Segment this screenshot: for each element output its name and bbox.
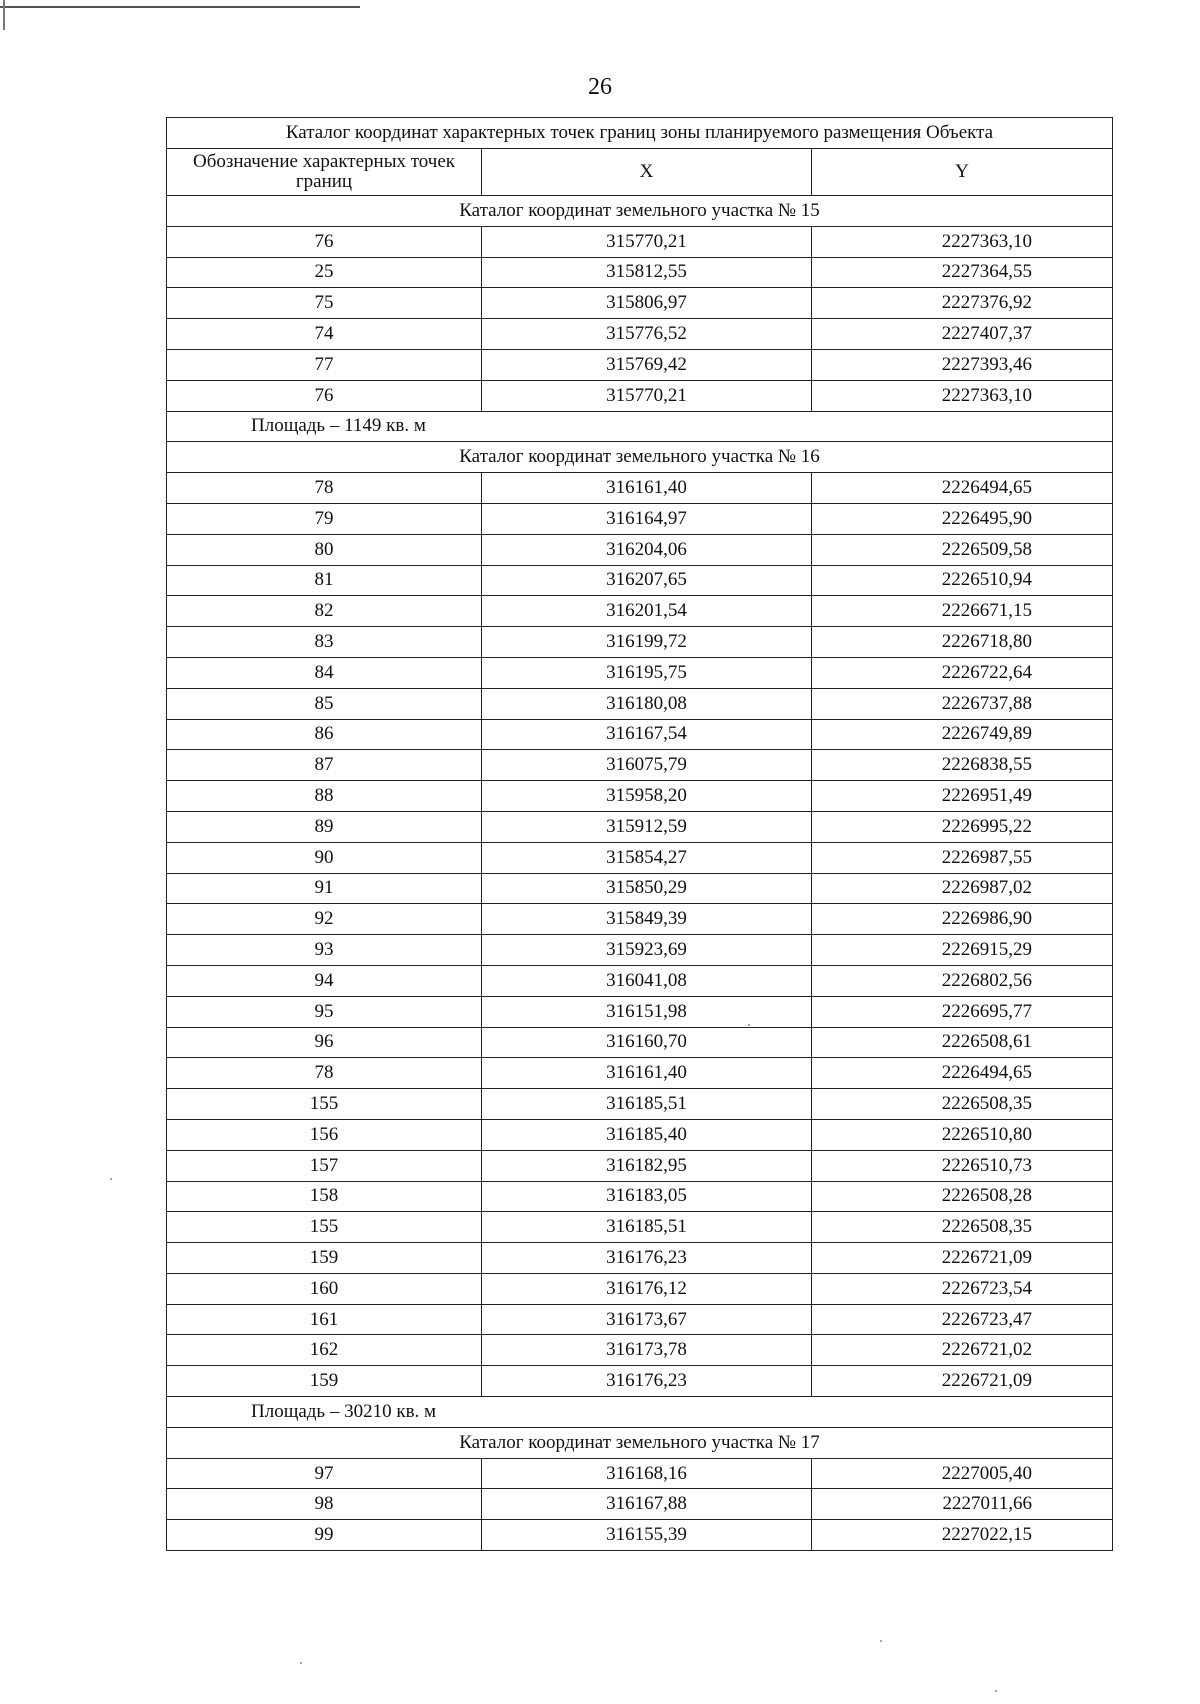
- table-row: [167, 534, 1113, 565]
- section-title: Каталог координат земельного участка № 16: [167, 442, 1113, 473]
- table-row: [167, 657, 1113, 688]
- table-row: [167, 811, 1113, 842]
- point-number-cell: 88: [167, 781, 482, 812]
- x-coordinate-cell: 316176,12: [482, 1273, 812, 1304]
- y-coordinate-cell: 2226951,49: [812, 781, 1113, 812]
- table-row: [167, 996, 1113, 1027]
- y-coordinate-cell: 2227363,10: [812, 380, 1113, 411]
- table-row: [167, 688, 1113, 719]
- point-number-cell: 84: [167, 657, 482, 688]
- table-title: Каталог координат характерных точек границ зоны планируемого размещения Объекта: [167, 118, 1113, 149]
- section-row: [167, 196, 1113, 227]
- table-row: [167, 473, 1113, 504]
- x-coordinate-cell: 316176,23: [482, 1366, 812, 1397]
- table-row: [167, 842, 1113, 873]
- point-number-cell: 79: [167, 503, 482, 534]
- point-number-cell: 74: [167, 319, 482, 350]
- x-coordinate-cell: 315854,27: [482, 842, 812, 873]
- table-row: [167, 1335, 1113, 1366]
- point-number-cell: 80: [167, 534, 482, 565]
- point-number-cell: 78: [167, 1058, 482, 1089]
- y-coordinate-cell: 2227011,66: [812, 1489, 1113, 1520]
- table-row: [167, 1181, 1113, 1212]
- x-coordinate-cell: 316161,40: [482, 473, 812, 504]
- area-row: [167, 1397, 1113, 1428]
- point-number-cell: 25: [167, 257, 482, 288]
- x-coordinate-cell: 316182,95: [482, 1150, 812, 1181]
- x-coordinate-cell: 316168,16: [482, 1458, 812, 1489]
- x-coordinate-cell: 315806,97: [482, 288, 812, 319]
- scan-speck: [880, 1640, 882, 1642]
- table-row: [167, 627, 1113, 658]
- y-coordinate-cell: 2226721,09: [812, 1243, 1113, 1274]
- y-coordinate-cell: 2226722,64: [812, 657, 1113, 688]
- coordinates-table: [166, 117, 1113, 1551]
- y-coordinate-cell: 2227393,46: [812, 349, 1113, 380]
- point-number-cell: 156: [167, 1119, 482, 1150]
- table-row: [167, 873, 1113, 904]
- table-row: [167, 965, 1113, 996]
- y-coordinate-cell: 2226995,22: [812, 811, 1113, 842]
- section-title: Каталог координат земельного участка № 17: [167, 1427, 1113, 1458]
- table-header-row: [167, 149, 1113, 196]
- point-number-cell: 160: [167, 1273, 482, 1304]
- scan-speck: [748, 1024, 750, 1026]
- table-row: [167, 288, 1113, 319]
- point-number-cell: 92: [167, 904, 482, 935]
- table-row: [167, 935, 1113, 966]
- y-coordinate-cell: 2226510,80: [812, 1119, 1113, 1150]
- table-row: [167, 1458, 1113, 1489]
- point-number-cell: 158: [167, 1181, 482, 1212]
- table-row: [167, 319, 1113, 350]
- section-row: [167, 1427, 1113, 1458]
- y-coordinate-cell: 2226721,09: [812, 1366, 1113, 1397]
- point-number-cell: 157: [167, 1150, 482, 1181]
- y-coordinate-cell: 2226718,80: [812, 627, 1113, 658]
- area-value: Площадь – 1149 кв. м: [167, 411, 1113, 442]
- area-value: Площадь – 30210 кв. м: [167, 1397, 1113, 1428]
- x-coordinate-cell: 315812,55: [482, 257, 812, 288]
- x-coordinate-cell: 316173,78: [482, 1335, 812, 1366]
- table-row: [167, 1366, 1113, 1397]
- point-number-cell: 89: [167, 811, 482, 842]
- point-number-cell: 161: [167, 1304, 482, 1335]
- point-number-cell: 81: [167, 565, 482, 596]
- x-coordinate-cell: 315912,59: [482, 811, 812, 842]
- table-row: [167, 349, 1113, 380]
- x-coordinate-cell: 316183,05: [482, 1181, 812, 1212]
- x-coordinate-cell: 315776,52: [482, 319, 812, 350]
- header-y: Y: [812, 149, 1113, 196]
- x-coordinate-cell: 316155,39: [482, 1520, 812, 1551]
- x-coordinate-cell: 315849,39: [482, 904, 812, 935]
- table-row: [167, 1304, 1113, 1335]
- x-coordinate-cell: 315770,21: [482, 380, 812, 411]
- point-number-cell: 90: [167, 842, 482, 873]
- y-coordinate-cell: 2226986,90: [812, 904, 1113, 935]
- point-number-cell: 162: [167, 1335, 482, 1366]
- section-title: Каталог координат земельного участка № 15: [167, 196, 1113, 227]
- table-row: [167, 1027, 1113, 1058]
- point-number-cell: 94: [167, 965, 482, 996]
- point-number-cell: 159: [167, 1366, 482, 1397]
- y-coordinate-cell: 2226987,02: [812, 873, 1113, 904]
- point-number-cell: 82: [167, 596, 482, 627]
- x-coordinate-cell: 315769,42: [482, 349, 812, 380]
- point-number-cell: 76: [167, 226, 482, 257]
- y-coordinate-cell: 2226838,55: [812, 750, 1113, 781]
- section-row: [167, 442, 1113, 473]
- y-coordinate-cell: 2226494,65: [812, 473, 1113, 504]
- table-row: [167, 1089, 1113, 1120]
- point-number-cell: 98: [167, 1489, 482, 1520]
- point-number-cell: 83: [167, 627, 482, 658]
- table-row: [167, 257, 1113, 288]
- table-row: [167, 1243, 1113, 1274]
- x-coordinate-cell: 316151,98: [482, 996, 812, 1027]
- x-coordinate-cell: 316201,54: [482, 596, 812, 627]
- scan-speck: [300, 1662, 302, 1664]
- y-coordinate-cell: 2226737,88: [812, 688, 1113, 719]
- table-row: [167, 719, 1113, 750]
- point-number-cell: 77: [167, 349, 482, 380]
- y-coordinate-cell: 2227407,37: [812, 319, 1113, 350]
- y-coordinate-cell: 2226508,35: [812, 1089, 1113, 1120]
- table-row: [167, 1212, 1113, 1243]
- x-coordinate-cell: 315770,21: [482, 226, 812, 257]
- point-number-cell: 95: [167, 996, 482, 1027]
- point-number-cell: 93: [167, 935, 482, 966]
- point-number-cell: 97: [167, 1458, 482, 1489]
- table-row: [167, 1273, 1113, 1304]
- y-coordinate-cell: 2226671,15: [812, 596, 1113, 627]
- y-coordinate-cell: 2226987,55: [812, 842, 1113, 873]
- table-title-row: [167, 118, 1113, 149]
- point-number-cell: 155: [167, 1212, 482, 1243]
- x-coordinate-cell: 316185,40: [482, 1119, 812, 1150]
- y-coordinate-cell: 2227364,55: [812, 257, 1113, 288]
- table-row: [167, 1119, 1113, 1150]
- y-coordinate-cell: 2227376,92: [812, 288, 1113, 319]
- x-coordinate-cell: 316199,72: [482, 627, 812, 658]
- x-coordinate-cell: 316207,65: [482, 565, 812, 596]
- x-coordinate-cell: 316164,97: [482, 503, 812, 534]
- x-coordinate-cell: 316173,67: [482, 1304, 812, 1335]
- table-row: [167, 1058, 1113, 1089]
- x-coordinate-cell: 316185,51: [482, 1089, 812, 1120]
- table-row: [167, 503, 1113, 534]
- table-row: [167, 596, 1113, 627]
- x-coordinate-cell: 316160,70: [482, 1027, 812, 1058]
- x-coordinate-cell: 316161,40: [482, 1058, 812, 1089]
- x-coordinate-cell: 316185,51: [482, 1212, 812, 1243]
- point-number-cell: 159: [167, 1243, 482, 1274]
- table-row: [167, 1489, 1113, 1520]
- point-number-cell: 78: [167, 473, 482, 504]
- point-number-cell: 75: [167, 288, 482, 319]
- y-coordinate-cell: 2226509,58: [812, 534, 1113, 565]
- point-number-cell: 99: [167, 1520, 482, 1551]
- x-coordinate-cell: 316167,54: [482, 719, 812, 750]
- area-row: [167, 411, 1113, 442]
- x-coordinate-cell: 316167,88: [482, 1489, 812, 1520]
- y-coordinate-cell: 2226495,90: [812, 503, 1113, 534]
- point-number-cell: 91: [167, 873, 482, 904]
- header-x: X: [482, 149, 812, 196]
- x-coordinate-cell: 316195,75: [482, 657, 812, 688]
- y-coordinate-cell: 2226721,02: [812, 1335, 1113, 1366]
- point-number-cell: 155: [167, 1089, 482, 1120]
- y-coordinate-cell: 2226508,61: [812, 1027, 1113, 1058]
- table-row: [167, 750, 1113, 781]
- scan-edge-line: [0, 6, 360, 8]
- y-coordinate-cell: 2226695,77: [812, 996, 1113, 1027]
- table-row: [167, 380, 1113, 411]
- y-coordinate-cell: 2226510,94: [812, 565, 1113, 596]
- y-coordinate-cell: 2226749,89: [812, 719, 1113, 750]
- x-coordinate-cell: 315958,20: [482, 781, 812, 812]
- point-number-cell: 76: [167, 380, 482, 411]
- y-coordinate-cell: 2227363,10: [812, 226, 1113, 257]
- table-row: [167, 1520, 1113, 1551]
- table-row: [167, 565, 1113, 596]
- table-row: [167, 1150, 1113, 1181]
- x-coordinate-cell: 316075,79: [482, 750, 812, 781]
- page-number: 26: [588, 74, 612, 100]
- table-row: [167, 226, 1113, 257]
- y-coordinate-cell: 2227022,15: [812, 1520, 1113, 1551]
- header-point-designation: Обозначение характерных точек границ: [167, 149, 482, 196]
- y-coordinate-cell: 2226723,47: [812, 1304, 1113, 1335]
- y-coordinate-cell: 2226802,56: [812, 965, 1113, 996]
- point-number-cell: 85: [167, 688, 482, 719]
- point-number-cell: 96: [167, 1027, 482, 1058]
- y-coordinate-cell: 2227005,40: [812, 1458, 1113, 1489]
- x-coordinate-cell: 315923,69: [482, 935, 812, 966]
- scan-edge-line: [3, 0, 5, 30]
- coordinates-table-body: [167, 118, 1113, 1551]
- x-coordinate-cell: 315850,29: [482, 873, 812, 904]
- x-coordinate-cell: 316041,08: [482, 965, 812, 996]
- point-number-cell: 86: [167, 719, 482, 750]
- table-row: [167, 781, 1113, 812]
- y-coordinate-cell: 2226508,28: [812, 1181, 1113, 1212]
- scan-speck: [995, 1690, 997, 1692]
- x-coordinate-cell: 316204,06: [482, 534, 812, 565]
- table-row: [167, 904, 1113, 935]
- y-coordinate-cell: 2226723,54: [812, 1273, 1113, 1304]
- y-coordinate-cell: 2226510,73: [812, 1150, 1113, 1181]
- x-coordinate-cell: 316176,23: [482, 1243, 812, 1274]
- x-coordinate-cell: 316180,08: [482, 688, 812, 719]
- y-coordinate-cell: 2226915,29: [812, 935, 1113, 966]
- y-coordinate-cell: 2226494,65: [812, 1058, 1113, 1089]
- y-coordinate-cell: 2226508,35: [812, 1212, 1113, 1243]
- scan-speck: [110, 1178, 112, 1180]
- point-number-cell: 87: [167, 750, 482, 781]
